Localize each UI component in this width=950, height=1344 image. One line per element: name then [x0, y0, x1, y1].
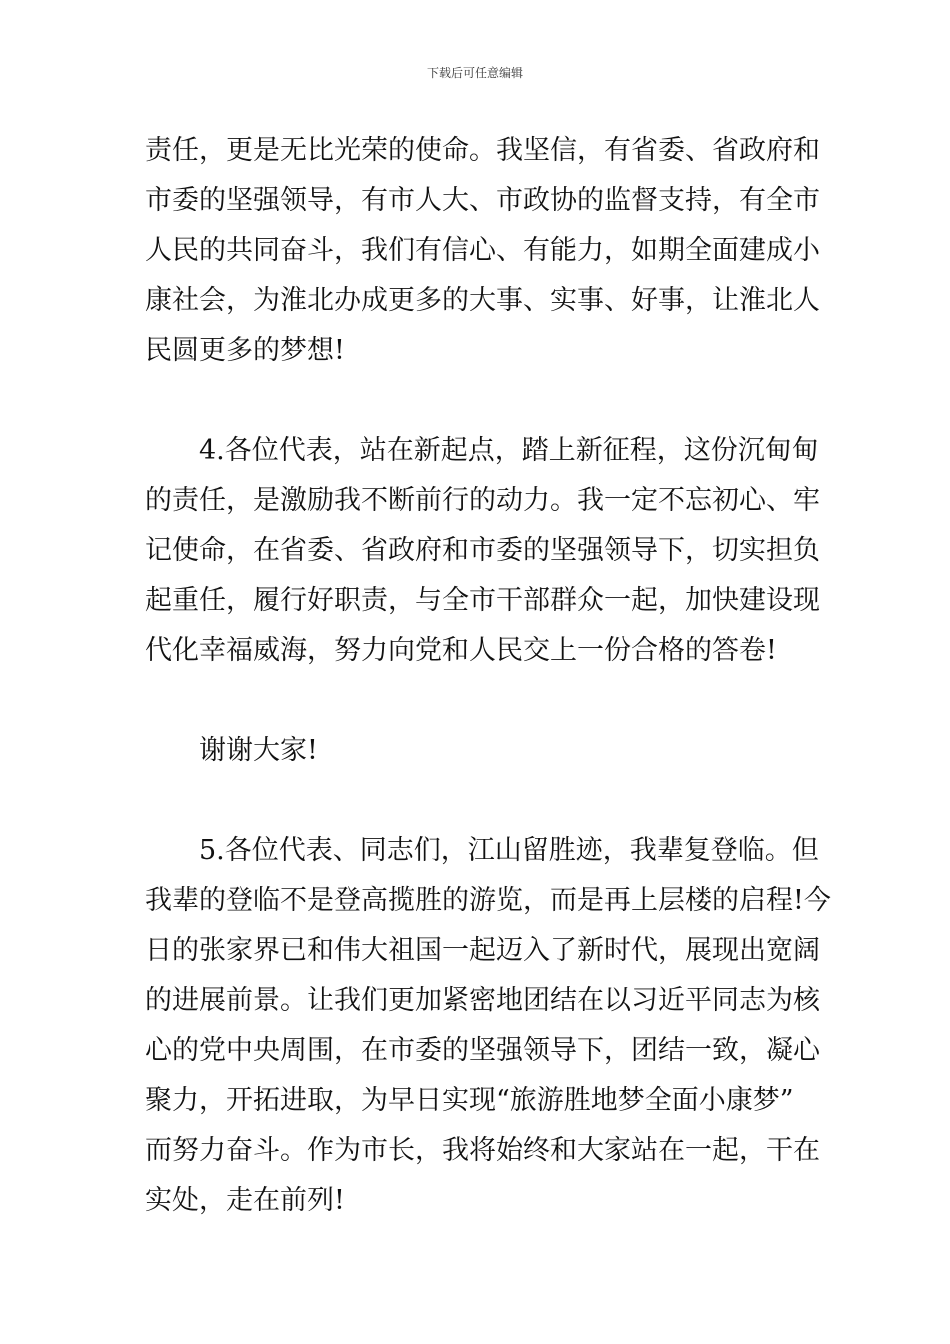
text-line: 记使命，在省委、省政府和市委的坚强领导下，切实担负	[145, 535, 820, 566]
text-line: 谢谢大家!	[199, 735, 318, 766]
text-line: 心的党中央周围，在市委的坚强领导下，团结一致，凝心	[145, 1035, 820, 1066]
text-line: 民圆更多的梦想!	[145, 335, 345, 366]
paragraph-4	[145, 826, 831, 1226]
paragraph-gap	[145, 776, 809, 826]
text-line: 起重任，履行好职责，与全市干部群众一起，加快建设现	[145, 585, 820, 616]
paragraph-1	[145, 126, 820, 376]
text-line: 市委的坚强领导，有市人大、市政协的监督支持，有全市	[145, 185, 820, 216]
paragraph-2	[145, 426, 820, 676]
text-line: 责任，更是无比光荣的使命。我坚信，有省委、省政府和	[145, 135, 820, 166]
text-line: 的责任，是激励我不断前行的动力。我一定不忘初心、牢	[145, 485, 820, 516]
text-line: 聚力，开拓进取，为早日实现“旅游胜地梦全面小康梦”	[145, 1085, 794, 1116]
text-line: 而努力奋斗。作为市长，我将始终和大家站在一起，干在	[145, 1135, 820, 1166]
text-line: 4.各位代表，站在新起点，踏上新征程，这份沉甸甸	[199, 435, 819, 466]
paragraph-gap	[145, 676, 809, 726]
text-line: 代化幸福威海，努力向党和人民交上一份合格的答卷!	[145, 635, 777, 666]
text-line: 日的张家界已和伟大祖国一起迈入了新时代，展现出宽阔	[145, 935, 820, 966]
paragraph-3	[145, 726, 809, 776]
page-header: 下载后可任意编辑	[426, 66, 523, 80]
paragraph-gap	[145, 376, 809, 426]
text-line: 5.各位代表、同志们，江山留胜迹，我辈复登临。但	[199, 835, 819, 866]
text-line: 人民的共同奋斗，我们有信心、有能力，如期全面建成小	[145, 235, 820, 266]
text-line: 我辈的登临不是登高揽胜的游览，而是再上层楼的启程!今	[145, 885, 831, 916]
document-body	[145, 126, 831, 1226]
text-line: 康社会，为淮北办成更多的大事、实事、好事，让淮北人	[145, 285, 820, 316]
text-line: 的进展前景。让我们更加紧密地团结在以习近平同志为核	[145, 985, 820, 1016]
text-line: 实处，走在前列!	[145, 1185, 345, 1216]
